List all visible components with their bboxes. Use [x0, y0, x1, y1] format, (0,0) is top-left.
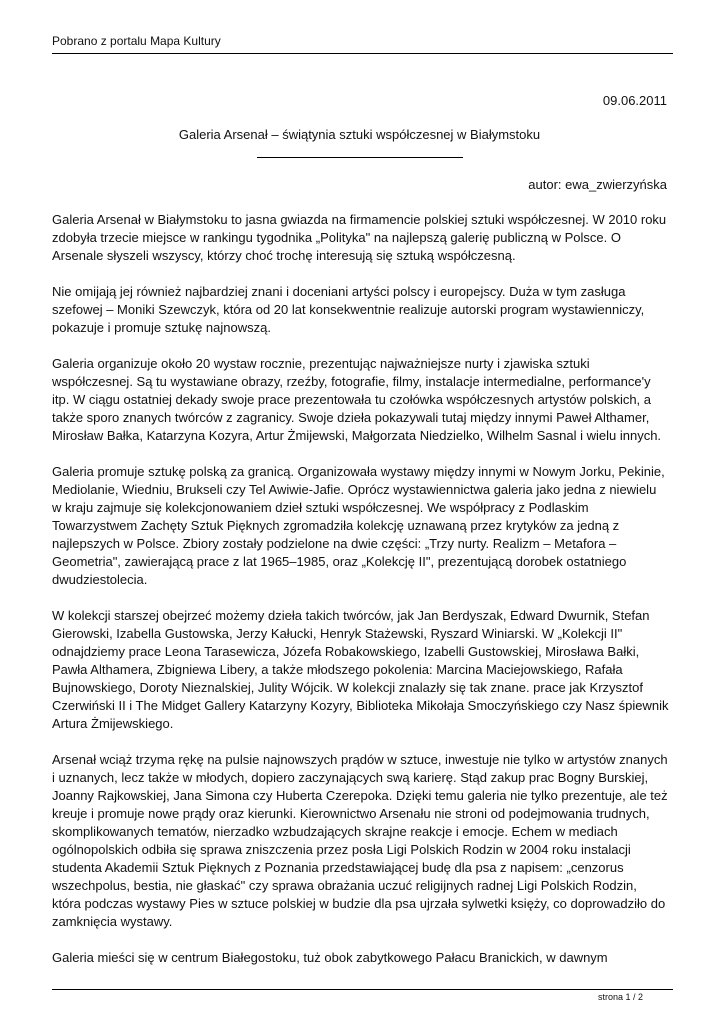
footer-divider	[52, 989, 673, 990]
page-header-source: Pobrano z portalu Mapa Kultury	[52, 34, 221, 48]
article-paragraph: Nie omijają jej również najbardziej znani i doceniani artyści polscy i europejscy. Duża w tym zasługa szefowej – Moniki Szewczyk, która od 20 lat konsekwentnie realizuje autorski program wystawienniczy, pokazuje i promuje sztukę najnowszą.	[52, 284, 645, 335]
title-underline	[257, 157, 463, 158]
article-title: Galeria Arsenał – świątynia sztuki współczesnej w Białymstoku	[178, 127, 541, 142]
article-paragraph: W kolekcji starszej obejrzeć możemy dzieła takich twórców, jak Jan Berdyszak, Edward Dwurnik, Stefan Gierowski, Izabella Gustowska, Jerzy Kałucki, Henryk Stażewski, Ryszard Winiarski. W „Kolekcji II" odnajdziemy prace Leona Tarasewicza, Józefa Robakowskiego, Izabelli Gustowskiej, Mirosława Bałki, Pawła Althamera, Zbigniewa Libery, a także młodszego pokolenia: Marcina Maciejowskiego, Rafała Bujnowskiego, Doroty Nieznalskiej, Julity Wójcik. W kolekcji znalazły się tak znane. prace jak Krzysztof Czerwiński II i The Midget Gallery Katarzyny Kozyry, Biblioteka Mikołaja Smoczyńskiego czy Nasz śpiewnik Artura Żmijewskiego.	[52, 608, 669, 731]
article-paragraph: Galeria mieści się w centrum Białegostoku, tuż obok zabytkowego Pałacu Branickich, w dawnym	[52, 950, 608, 965]
article-paragraph: Galeria Arsenał w Białymstoku to jasna gwiazda na firmamencie polskiej sztuki współczesnej. W 2010 roku zdobyła trzecie miejsce w rankingu tygodnika „Polityka" na najlepszą galerię publiczną w Polsce. O Arsenale słyszeli wszyscy, którzy choć trochę interesują się sztuką współczesną.	[52, 212, 667, 263]
header-divider	[52, 53, 673, 54]
article-paragraph: Arsenał wciąż trzyma rękę na pulsie najnowszych prądów w sztuce, inwestuje nie tylko w artystów znanych i uznanych, lecz także w młodych, dopiero zaczynających swą karierę. Stąd zakup prac Bogny Burskiej, Joanny Rajkowskiej, Jana Simona czy Huberta Czerepoka. Dzięki temu galeria nie tylko prezentuje, ale też kreuje i promuje nowe prądy oraz kierunki. Kierownictwo Arsenału nie stroni od podejmowania trudnych, skomplikowanych tematów, nierzadko wzbudzających skrajne reakcje i emocje. Echem w mediach ogólnopolskich odbiła się sprawa zniszczenia przez posła Ligi Polskich Rodzin w 2004 roku instalacji studenta Akademii Sztuk Pięknych z Poznania przedstawiającej budę dla psa z napisem: „cenzorus wszechpolus, bestia, nie głaskać" czy sprawa obrażania uczuć religijnych radnej Ligi Polskich Rodzin, która podczas wystawy Pies w sztuce polskiej w budzie dla psa ujrzała sylwetki księży, co doprowadziło do zamknięcia wystawy.	[52, 752, 668, 929]
article-author: autor: ewa_zwierzyńska	[528, 177, 667, 192]
article-date: 09.06.2011	[602, 93, 667, 108]
article-paragraph: Galeria promuje sztukę polską za granicą. Organizowała wystawy między innymi w Nowym Jorku, Pekinie, Mediolanie, Wiedniu, Brukseli czy Tel Awiwie-Jafie. Oprócz wystawiennictwa galeria jako jedna z niewielu w kraju zajmuje się kolekcjonowaniem dzieł sztuki współczesnej. We współpracy z Podlaskim Towarzystwem Zachęty Sztuk Pięknych zgromadziła kolekcję uznawaną przez krytyków za jedną z najlepszych w Polsce. Zbiory zostały podzielone na dwie części: „Trzy nurty. Realizm – Metafora – Geometria", zawierającą prace z lat 1965–1985, oraz „Kolekcję II", prezentującą dorobek ostatniego dwudziestolecia.	[52, 464, 665, 587]
article-body	[52, 211, 669, 985]
page-number: strona 1 / 2	[597, 992, 643, 1002]
article-paragraph: Galeria organizuje około 20 wystaw rocznie, prezentując najważniejsze nurty i zjawiska sztuki współczesnej. Są tu wystawiane obrazy, rzeźby, fotografie, filmy, instalacje intermedialne, performance'y itp. W ciągu ostatniej dekady swoje prace prezentowała tu czołówka współczesnych artystów polskich, a także sporo znanych twórców z zagranicy. Swoje dzieła pokazywali tutaj między innymi Paweł Althamer, Mirosław Bałka, Katarzyna Kozyra, Artur Żmijewski, Małgorzata Niedzielko, Wilhelm Sasnal i wielu innych.	[52, 356, 662, 443]
